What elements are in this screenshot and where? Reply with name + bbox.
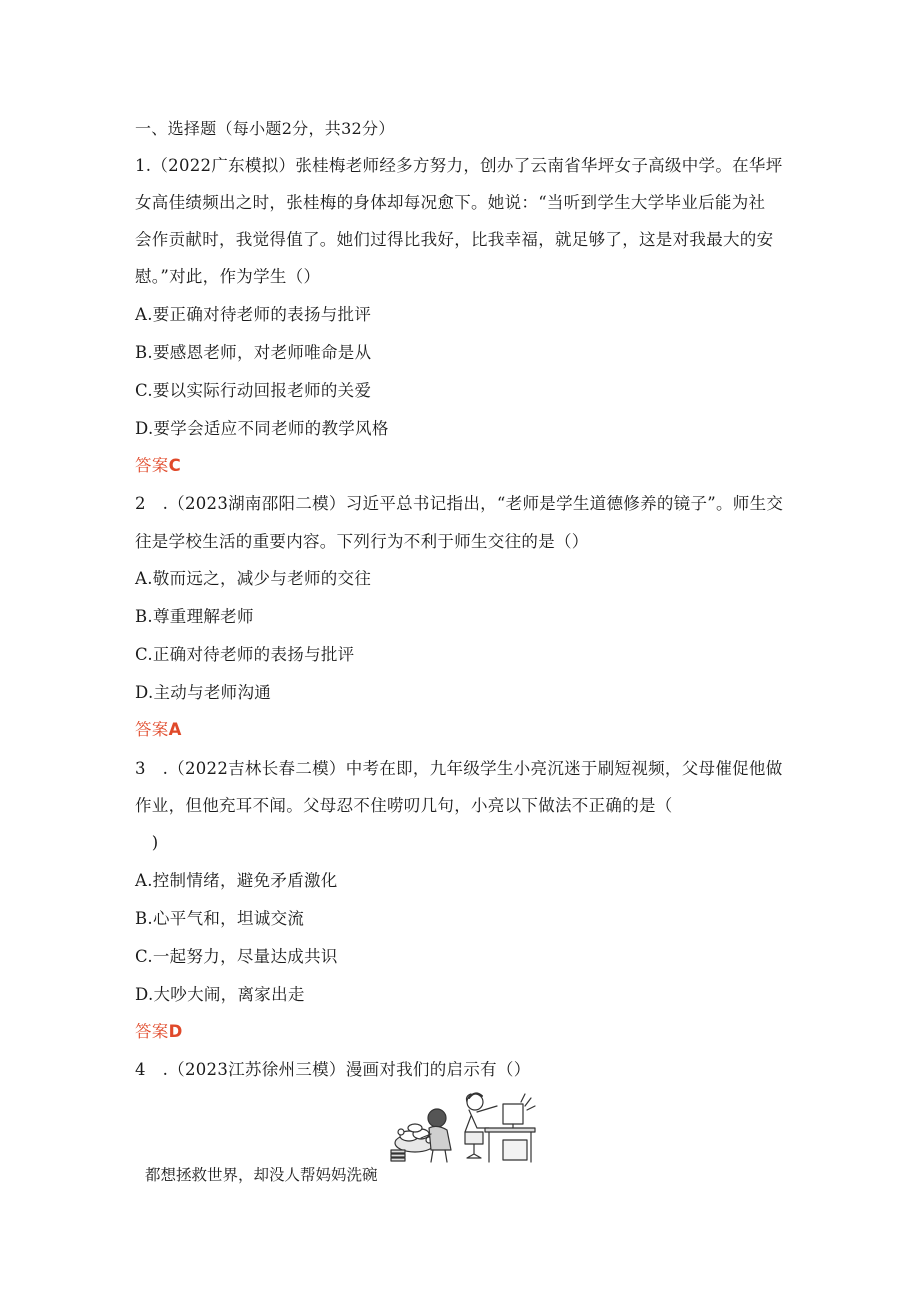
question-1-line-3: 会作贡献时，我觉得值了。她们过得比我好，比我幸福，就足够了，这是对我最大的安 (135, 230, 774, 249)
question-4-line-1: 4 .（2023江苏徐州三模）漫画对我们的启示有（） (135, 1060, 531, 1079)
question-3-option-b: B.心平气和，坦诚交流 (135, 909, 305, 928)
question-1-line-4: 慰。”对此，作为学生（） (135, 267, 321, 286)
question-1-option-d: D.要学会适应不同老师的教学风格 (135, 419, 389, 438)
answer-letter: A (168, 720, 182, 739)
question-1-option-b: B.要感恩老师，对老师唯命是从 (135, 343, 372, 362)
question-3-line-2: 作业，但他充耳不闻。父母忍不住唠叨几句，小亮以下做法不正确的是（ (135, 796, 673, 815)
answer-label: 答案 (135, 1022, 169, 1041)
question-3-line-1: 3 .（2022吉林长春二模）中考在即，九年级学生小亮沉迷于刷短视频，父母催促他做 (135, 759, 783, 778)
question-3-option-d: D.大吵大闹，离家出走 (135, 985, 305, 1004)
question-3-option-c: C.一起努力，尽量达成共识 (135, 947, 338, 966)
question-2-option-a: A.敬而远之，减少与老师的交往 (135, 569, 372, 588)
answer-letter: D (168, 1022, 183, 1041)
cartoon-caption: 都想拯救世界，却没人帮妈妈洗碗 (145, 1166, 378, 1184)
answer-label: 答案 (135, 720, 169, 739)
question-3-line-3: ) (135, 833, 159, 852)
question-2-option-d: D.主动与老师沟通 (135, 683, 272, 702)
question-1-line-2: 女高佳绩频出之时，张桂梅的身体却每况愈下。她说：“当听到学生大学毕业后能为社 (135, 193, 766, 212)
question-1-option-c: C.要以实际行动回报老师的关爱 (135, 381, 372, 400)
answer-label: 答案 (135, 456, 169, 475)
question-2-option-b: B.尊重理解老师 (135, 607, 254, 626)
section-title: 一、选择题（每小题2分，共32分） (135, 119, 395, 138)
question-1-answer (135, 455, 181, 477)
cartoon-illustration (385, 1088, 540, 1166)
question-1-option-a: A.要正确对待老师的表扬与批评 (135, 305, 372, 324)
question-2-option-c: C.正确对待老师的表扬与批评 (135, 645, 355, 664)
question-1-line-1: 1.（2022广东模拟）张桂梅老师经多方努力，创办了云南省华坪女子高级中学。在华坪 (135, 156, 783, 175)
question-2-answer (135, 719, 182, 741)
question-3-answer (135, 1021, 183, 1043)
question-2-line-2: 往是学校生活的重要内容。下列行为不利于师生交往的是（） (135, 532, 589, 551)
question-3-option-a: A.控制情绪，避免矛盾激化 (135, 871, 338, 890)
question-2-line-1: 2 .（2023湖南邵阳二模）习近平总书记指出，“老师是学生道德修养的镜子”。师生交 (135, 494, 784, 513)
answer-letter: C (168, 456, 182, 475)
